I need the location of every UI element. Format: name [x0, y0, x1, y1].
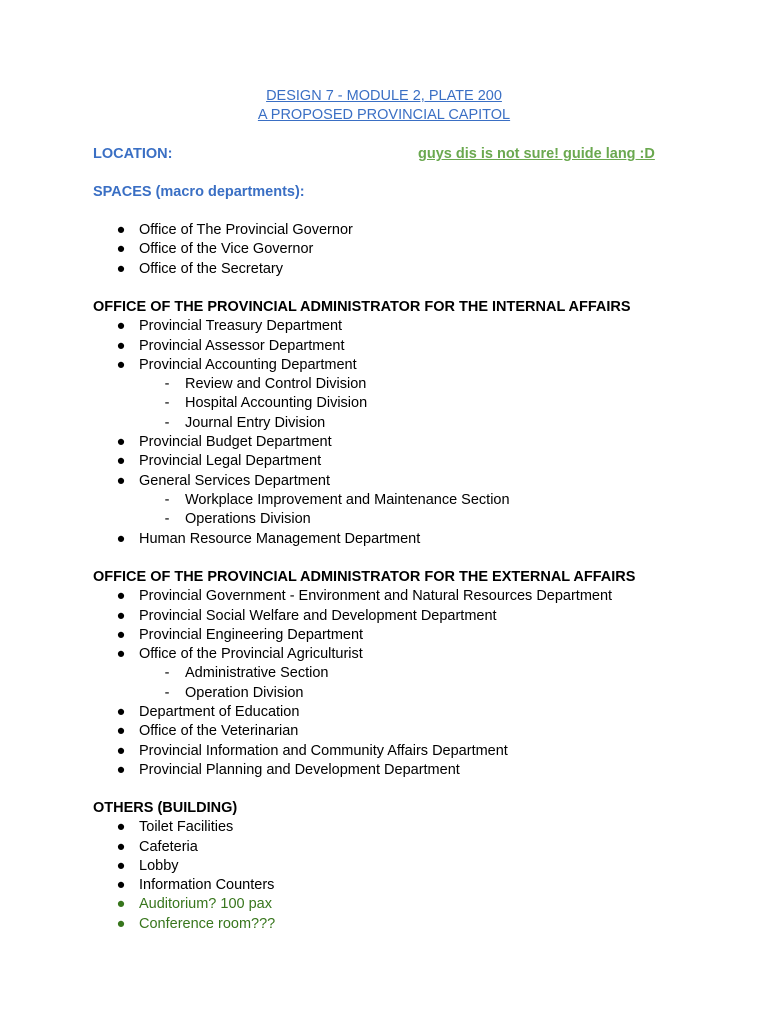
sub-list-item — [93, 664, 753, 683]
list-item-tentative — [93, 895, 753, 914]
list-item — [93, 587, 753, 606]
list-item-text: Information Counters — [139, 877, 275, 894]
bullet-icon: ● — [116, 896, 126, 913]
location-row — [93, 145, 673, 165]
dash-icon: - — [164, 665, 170, 682]
list-item — [93, 472, 753, 491]
list-item — [93, 530, 753, 549]
dash-icon: - — [164, 414, 170, 431]
list-item-text: Auditorium? 100 pax — [139, 896, 272, 913]
bullet-icon: ● — [116, 318, 126, 335]
list-item-text: General Services Department — [139, 472, 330, 489]
bullet-icon: ● — [116, 434, 126, 451]
bullet-icon: ● — [116, 588, 126, 605]
list-item — [93, 356, 753, 375]
dash-icon: - — [164, 511, 170, 528]
bullet-icon: ● — [116, 838, 126, 855]
list-item — [93, 761, 753, 780]
bullet-icon: ● — [116, 857, 126, 874]
list-item — [93, 626, 753, 645]
list-item-text: Provincial Information and Community Affairs Department — [139, 742, 508, 759]
sub-list-item — [93, 375, 753, 394]
dash-icon: - — [164, 684, 170, 701]
list-item — [93, 703, 753, 722]
list-item-text: Conference room??? — [139, 915, 276, 932]
list-item-text: Provincial Accounting Department — [139, 356, 357, 373]
dash-icon: - — [164, 491, 170, 508]
list-item — [93, 260, 753, 279]
list-item-text: Lobby — [139, 857, 179, 874]
list-item-text: Provincial Planning and Development Department — [139, 761, 460, 778]
bullet-icon: ● — [116, 241, 126, 258]
bullet-icon: ● — [116, 530, 126, 547]
list-item-text: Human Resource Management Department — [139, 530, 421, 547]
list-item-text: Provincial Engineering Department — [139, 626, 364, 643]
bullet-icon: ● — [116, 742, 126, 759]
bullet-icon: ● — [116, 222, 126, 238]
list-item-text: Office of the Secretary — [139, 260, 283, 277]
list-item-text: Provincial Legal Department — [139, 453, 322, 470]
bullet-icon: ● — [116, 646, 126, 663]
external-affairs-heading: OFFICE OF THE PROVINCIAL ADMINISTRATOR FOR THE EXTERNAL AFFAIRS — [93, 569, 636, 585]
list-item — [93, 337, 753, 356]
list-item — [93, 838, 753, 857]
location-label: LOCATION: — [93, 146, 173, 162]
bullet-icon: ● — [116, 453, 126, 470]
bullet-icon: ● — [116, 260, 126, 277]
list-item — [93, 818, 753, 837]
bullet-icon: ● — [116, 761, 126, 778]
list-item-text: Office of The Provincial Governor — [139, 222, 353, 238]
bullet-icon: ● — [116, 819, 126, 836]
list-item-tentative — [93, 915, 753, 934]
spaces-list — [93, 221, 753, 279]
list-item-text: Hospital Accounting Division — [185, 395, 368, 412]
dash-icon: - — [164, 395, 170, 412]
list-item — [93, 607, 753, 626]
document-title-line-1: DESIGN 7 - MODULE 2, PLATE 200 — [266, 88, 502, 104]
list-item — [93, 722, 753, 741]
bullet-icon: ● — [116, 704, 126, 721]
list-item-text: Review and Control Division — [185, 376, 367, 393]
list-item-text: Provincial Budget Department — [139, 434, 332, 451]
list-item — [93, 857, 753, 876]
list-item-text: Office of the Vice Governor — [139, 241, 314, 258]
list-item — [93, 317, 753, 336]
list-item-text: Department of Education — [139, 704, 300, 721]
list-item-text: Administrative Section — [185, 665, 329, 682]
list-item — [93, 221, 753, 240]
list-item-text: Provincial Social Welfare and Development Department — [139, 607, 497, 624]
internal-affairs-heading: OFFICE OF THE PROVINCIAL ADMINISTRATOR FOR THE INTERNAL AFFAIRS — [93, 299, 631, 315]
list-item-text: Office of the Provincial Agriculturist — [139, 646, 363, 663]
list-item — [93, 452, 753, 471]
list-item-text: Provincial Government - Environment and Natural Resources Department — [139, 588, 613, 605]
location-note: guys dis is not sure! guide lang :D — [418, 146, 655, 162]
bullet-icon: ● — [116, 915, 126, 932]
list-item-text: Provincial Treasury Department — [139, 318, 343, 335]
bullet-icon: ● — [116, 626, 126, 643]
list-item-text: Journal Entry Division — [185, 414, 326, 431]
bullet-icon: ● — [116, 877, 126, 894]
list-item-text: Cafeteria — [139, 838, 198, 855]
sub-list-item — [93, 510, 753, 529]
others-section — [93, 799, 753, 934]
bullet-icon: ● — [116, 607, 126, 624]
bullet-icon: ● — [116, 472, 126, 489]
list-item — [93, 433, 753, 452]
external-affairs-section — [93, 568, 753, 780]
sub-list-item — [93, 414, 753, 433]
list-item — [93, 240, 753, 259]
dash-icon: - — [164, 376, 170, 393]
list-item — [93, 742, 753, 761]
list-item-text: Office of the Veterinarian — [139, 723, 299, 740]
bullet-icon: ● — [116, 723, 126, 740]
list-item-text: Operations Division — [185, 511, 311, 528]
spaces-label: SPACES (macro departments): — [93, 184, 305, 200]
list-item — [93, 645, 753, 664]
list-item-text: Toilet Facilities — [139, 819, 234, 836]
list-item-text: Workplace Improvement and Maintenance Section — [185, 491, 510, 508]
bullet-icon: ● — [116, 337, 126, 354]
others-heading: OTHERS (BUILDING) — [93, 800, 238, 816]
sub-list-item — [93, 491, 753, 510]
document-title-line-2: A PROPOSED PROVINCIAL CAPITOL — [257, 107, 511, 123]
sub-list-item — [93, 684, 753, 703]
internal-affairs-section — [93, 298, 753, 549]
bullet-icon: ● — [116, 356, 126, 373]
sub-list-item — [93, 394, 753, 413]
list-item — [93, 876, 753, 895]
list-item-text: Provincial Assessor Department — [139, 337, 345, 354]
list-item-text: Operation Division — [185, 684, 304, 701]
